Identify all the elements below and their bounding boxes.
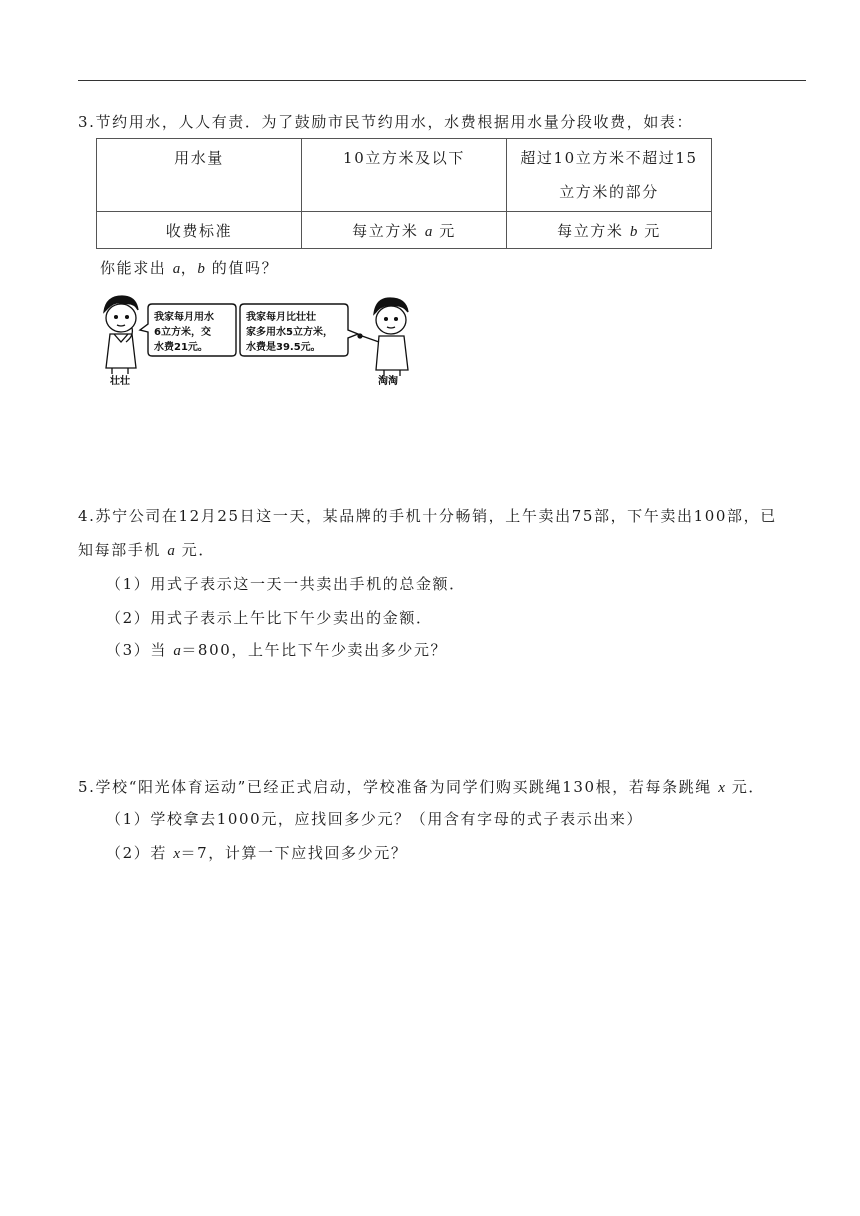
cell-text: 元 (439, 221, 456, 240)
variable-a: a (172, 261, 181, 277)
ask-text: ， (180, 259, 198, 277)
cell-text: 元 (644, 221, 661, 240)
bubble-right-line: 水费是39.5元。 (246, 342, 321, 353)
table-cell: 10立方米及以下 (302, 139, 507, 212)
table-cell: 用水量 (97, 139, 302, 212)
q5-sub2 (106, 843, 407, 864)
ask-text: 的值吗？ (211, 259, 279, 277)
header-rule (78, 80, 806, 81)
table-row (97, 139, 712, 212)
cell-text: 每立方米 (352, 221, 419, 240)
q5-sub1: （1）学校拿去1000元，应找回多少元？（用含有字母的式子表示出来） (106, 810, 644, 828)
cell-line: 立方米的部分 (559, 183, 659, 201)
q3-ask (100, 258, 278, 279)
water-rate-table (96, 138, 712, 249)
variable-b: b (197, 261, 206, 277)
q5-text: ＝7，计算一下应找回多少元？ (180, 844, 408, 862)
boy-right-icon (358, 298, 408, 376)
variable-a: a (173, 643, 182, 659)
name-left: 壮壮 (110, 376, 130, 386)
variable-x: x (718, 780, 726, 796)
q4-sub1: （1）用式子表示这一天一共卖出手机的总金额． (106, 575, 466, 593)
ask-text: 你能求出 (100, 259, 167, 277)
cell-text: 每立方米 (557, 221, 624, 240)
table-cell (507, 212, 712, 249)
q4-line2 (78, 540, 215, 561)
table-cell (507, 139, 712, 212)
bubble-left-line: 水费21元。 (154, 342, 208, 353)
bubble-right-line: 我家每月比壮壮 (246, 312, 316, 323)
cell-line: 超过10立方米不超过15 (520, 149, 698, 167)
q4-line1: 4.苏宁公司在12月25日这一天，某品牌的手机十分畅销，上午卖出75部，下午卖出100部，已 (78, 507, 777, 525)
q4-sub3 (106, 640, 447, 661)
q4-text: 知每部手机 (78, 541, 162, 559)
bubble-left-line: 我家每月用水 (154, 312, 214, 323)
table-cell: 收费标准 (97, 212, 302, 249)
bubble-left-line: 6立方米，交 (154, 327, 211, 338)
q5-line1 (78, 777, 765, 798)
bubble-right-line: 家多用水5立方米， (246, 327, 333, 338)
variable-b: b (629, 223, 638, 240)
variable-x: x (173, 846, 181, 862)
q4-sub2: （2）用式子表示上午比下午少卖出的金额． (106, 609, 433, 627)
name-right: 淘淘 (378, 376, 398, 386)
q4-text: （3）当 (106, 641, 167, 659)
q5-text: 元． (731, 778, 766, 796)
q4-text: ＝800，上午比下午少卖出多少元？ (181, 641, 448, 659)
q5-text: 5.学校“阳光体育运动”已经正式启动，学校准备为同学们购买跳绳130根，若每条跳绳 (78, 778, 712, 796)
table-row (97, 212, 712, 249)
table-cell (302, 212, 507, 249)
boy-left-icon (104, 296, 138, 374)
q4-text: 元． (181, 541, 215, 559)
q3-prompt: 3.节约用水，人人有责．为了鼓励市民节约用水，水费根据用水量分段收费，如表： (78, 113, 694, 131)
variable-a: a (424, 223, 433, 240)
variable-a: a (167, 543, 176, 559)
cartoon-illustration (96, 290, 424, 386)
q5-text: （2）若 (106, 844, 167, 862)
